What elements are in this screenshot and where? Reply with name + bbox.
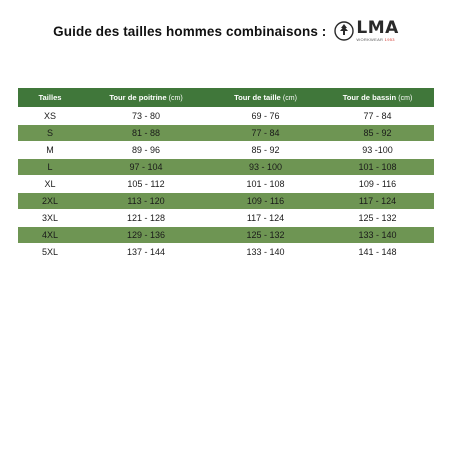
chest-cell: 89 - 96 <box>82 142 210 159</box>
table-row <box>18 193 434 210</box>
waist-cell: 117 - 124 <box>210 210 321 227</box>
hip-cell: 77 - 84 <box>321 108 434 125</box>
header-label: Tour de bassin <box>342 93 397 102</box>
logo-subtitle <box>356 38 398 42</box>
hip-cell: 133 - 140 <box>321 227 434 244</box>
hip-cell: 117 - 124 <box>321 193 434 210</box>
waist-cell: 125 - 132 <box>210 227 321 244</box>
hip-cell: 85 - 92 <box>321 125 434 142</box>
logo-text <box>356 20 398 42</box>
table-row <box>18 176 434 193</box>
size-cell: 4XL <box>18 227 82 244</box>
table-row <box>18 210 434 227</box>
size-chart-header <box>18 88 434 108</box>
waist-cell: 133 - 140 <box>210 244 321 261</box>
waist-cell: 69 - 76 <box>210 108 321 125</box>
header-tour-de-bassin <box>321 88 434 108</box>
page-title: Guide des tailles hommes combinaisons : <box>53 23 327 39</box>
chest-cell: 121 - 128 <box>82 210 210 227</box>
logo-word: LMA <box>356 18 399 38</box>
header-tour-de-poitrine <box>82 88 210 108</box>
size-cell: S <box>18 125 82 142</box>
hip-cell: 93 -100 <box>321 142 434 159</box>
logo-sub-accent: 1953 <box>384 37 395 42</box>
hip-cell: 101 - 108 <box>321 159 434 176</box>
chest-cell: 73 - 80 <box>82 108 210 125</box>
table-row <box>18 142 434 159</box>
page-header <box>0 18 452 44</box>
chest-cell: 113 - 120 <box>82 193 210 210</box>
size-cell: 5XL <box>18 244 82 261</box>
table-row <box>18 108 434 125</box>
waist-cell: 85 - 92 <box>210 142 321 159</box>
chest-cell: 137 - 144 <box>82 244 210 261</box>
header-tour-de-taille <box>210 88 321 108</box>
table-row <box>18 125 434 142</box>
logo-sub-main: WORKWEAR <box>356 37 384 42</box>
size-cell: M <box>18 142 82 159</box>
size-cell: XL <box>18 176 82 193</box>
chest-cell: 129 - 136 <box>82 227 210 244</box>
brand-logo <box>334 18 398 44</box>
size-cell: 2XL <box>18 193 82 210</box>
header-tailles <box>18 88 82 108</box>
header-label: Tailles <box>38 93 62 102</box>
chest-cell: 81 - 88 <box>82 125 210 142</box>
header-label: Tour de taille <box>234 93 281 102</box>
size-chart-table <box>18 88 434 260</box>
size-cell: L <box>18 159 82 176</box>
hip-cell: 109 - 116 <box>321 176 434 193</box>
header-unit: (cm) <box>398 95 413 102</box>
size-cell: 3XL <box>18 210 82 227</box>
table-row <box>18 244 434 261</box>
header-label: Tour de poitrine <box>109 93 167 102</box>
waist-cell: 93 - 100 <box>210 159 321 176</box>
header-unit: (cm) <box>282 95 297 102</box>
waist-cell: 101 - 108 <box>210 176 321 193</box>
size-chart-body <box>18 108 434 261</box>
hip-cell: 125 - 132 <box>321 210 434 227</box>
chest-cell: 97 - 104 <box>82 159 210 176</box>
hip-cell: 141 - 148 <box>321 244 434 261</box>
header-unit: (cm) <box>168 95 183 102</box>
table-row <box>18 227 434 244</box>
chest-cell: 105 - 112 <box>82 176 210 193</box>
size-cell: XS <box>18 108 82 125</box>
tree-logo-icon <box>334 20 354 42</box>
waist-cell: 77 - 84 <box>210 125 321 142</box>
table-row <box>18 159 434 176</box>
header-row <box>18 88 434 108</box>
waist-cell: 109 - 116 <box>210 193 321 210</box>
